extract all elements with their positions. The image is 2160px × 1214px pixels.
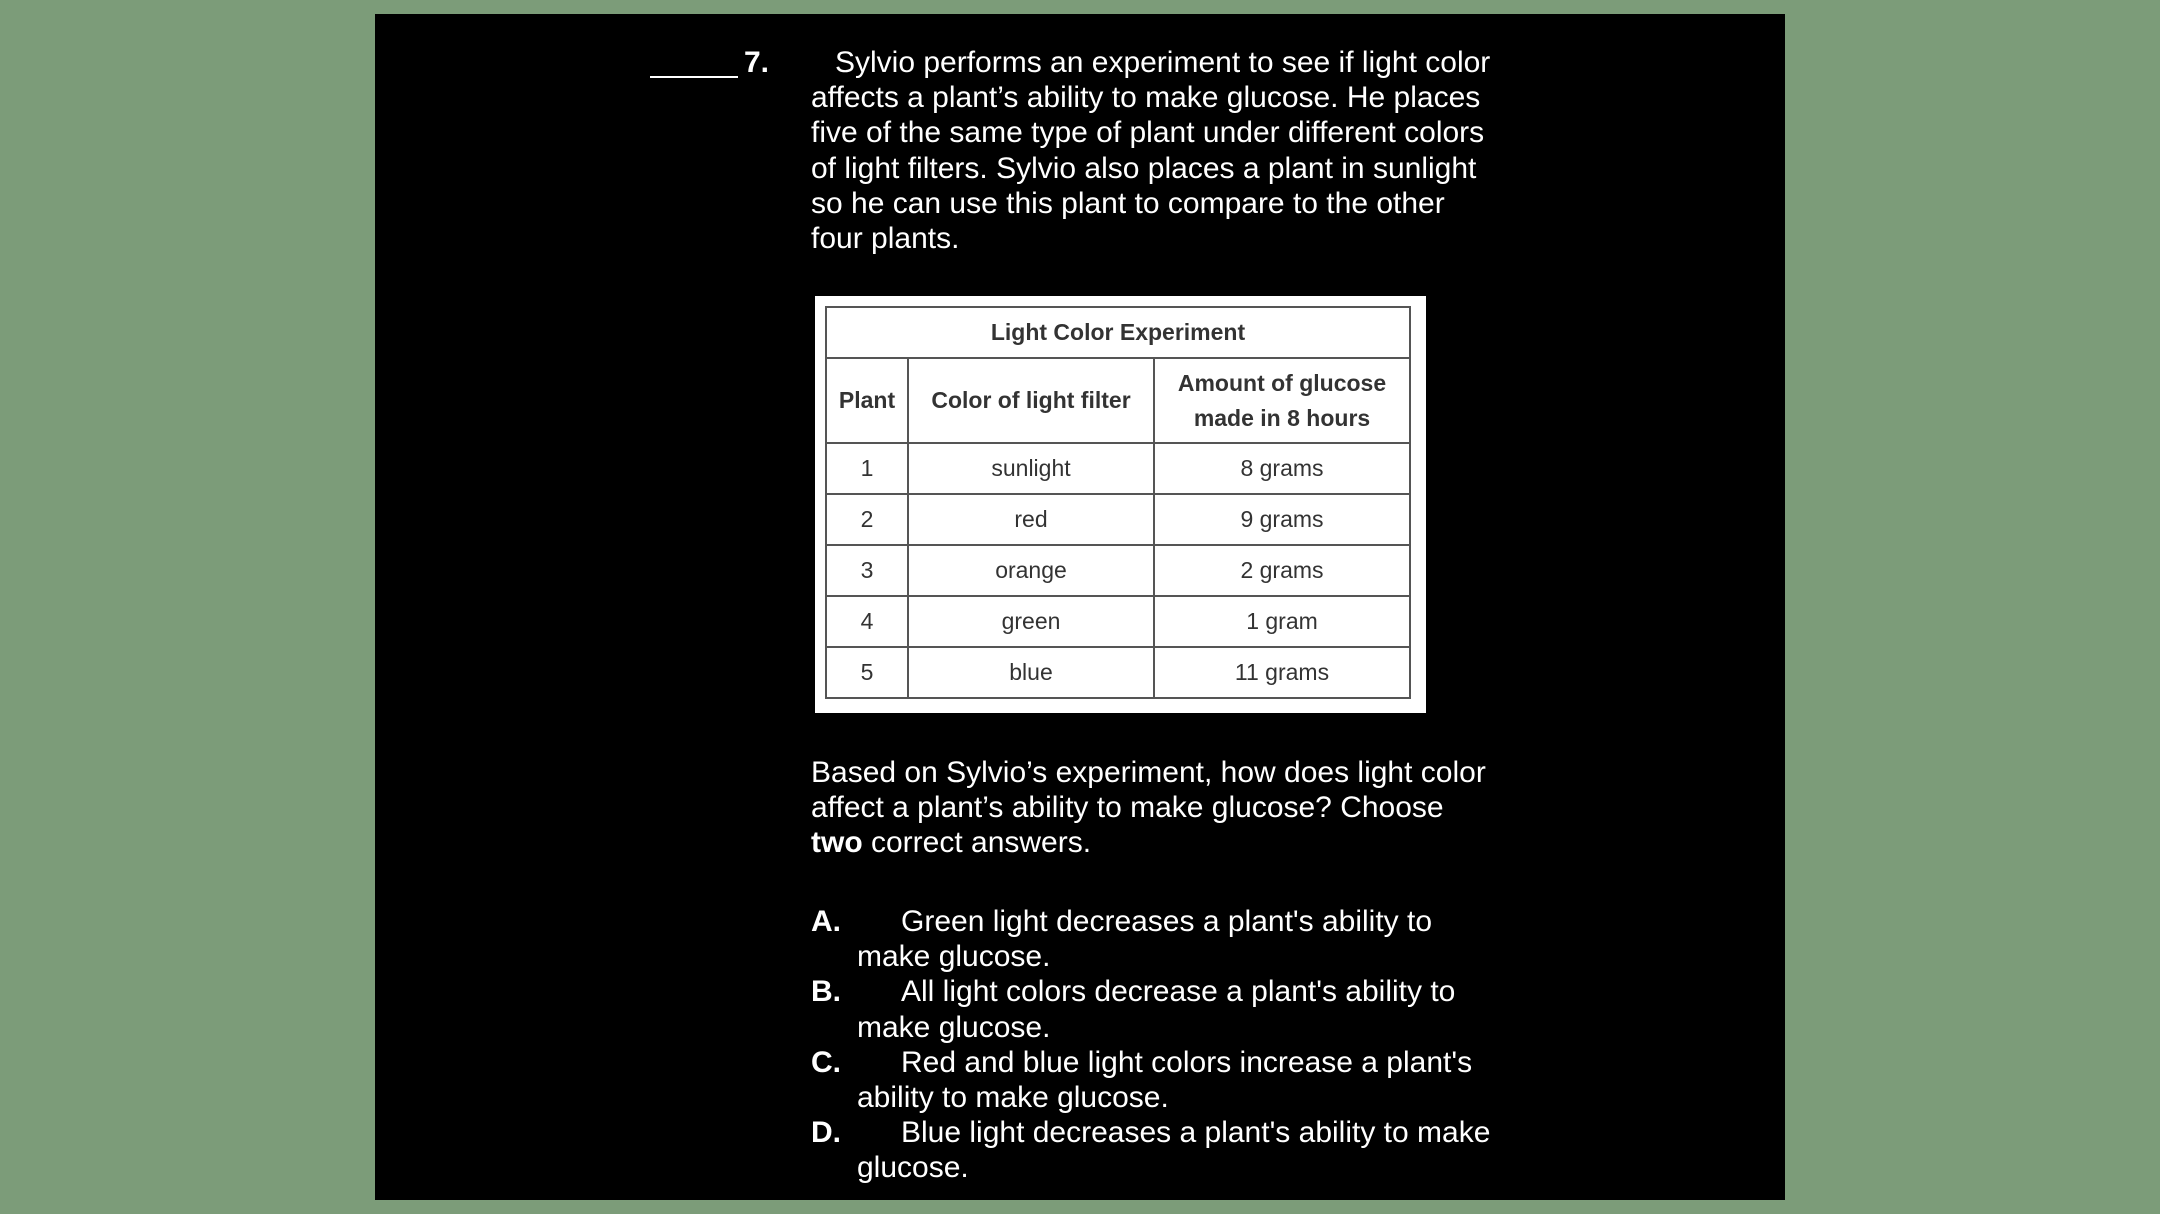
choice-text: Blue light decreases a plant's ability to make: [901, 1116, 1491, 1150]
table-row: [826, 647, 1410, 698]
cell-color: blue: [908, 647, 1154, 698]
table-row: [826, 494, 1410, 545]
choice-letter: A.: [811, 905, 841, 938]
cell-plant: 5: [826, 647, 908, 698]
prompt-line: [811, 825, 1531, 860]
cell-glucose: 11 grams: [1154, 647, 1410, 698]
table-row: [826, 545, 1410, 596]
question-number: 7.: [744, 46, 770, 79]
stem-line: so he can use this plant to compare to the other: [811, 186, 1445, 220]
experiment-table: [825, 306, 1411, 699]
choice-c[interactable]: [811, 1045, 1551, 1115]
choice-a[interactable]: [811, 904, 1551, 974]
slide: [375, 14, 1785, 1200]
choice-text-cont: make glucose.: [857, 940, 1051, 974]
cell-glucose: 9 grams: [1154, 494, 1410, 545]
stem-line: four plants.: [811, 222, 960, 256]
choice-d[interactable]: [811, 1115, 1551, 1185]
choice-text: All light colors decrease a plant's ability to: [901, 975, 1456, 1009]
answer-blank: [650, 76, 738, 78]
header-glucose-line1: Amount of glucose: [1177, 369, 1387, 396]
cell-glucose: 1 gram: [1154, 596, 1410, 647]
header-glucose: [1154, 358, 1410, 443]
table-title: Light Color Experiment: [826, 307, 1410, 358]
cell-glucose: 8 grams: [1154, 443, 1410, 494]
choice-letter: B.: [811, 975, 841, 1009]
stem-line: of light filters. Sylvio also places a plant in sunlight: [811, 151, 1477, 185]
question-prompt: [811, 755, 1531, 861]
answer-choices: [811, 904, 1551, 1186]
cell-plant: 1: [826, 443, 908, 494]
cell-color: green: [908, 596, 1154, 647]
prompt-end: correct answers.: [862, 826, 1092, 860]
choice-text-cont: make glucose.: [857, 1010, 1051, 1044]
header-color: Color of light filter: [908, 358, 1154, 443]
stem-line: affects a plant’s ability to make glucose. He places: [811, 81, 1481, 115]
choice-letter: D.: [811, 1116, 841, 1150]
stem-line: Sylvio performs an experiment to see if light color: [835, 46, 1491, 79]
cell-color: red: [908, 494, 1154, 545]
cell-color: orange: [908, 545, 1154, 596]
cell-color: sunlight: [908, 443, 1154, 494]
choice-letter: C.: [811, 1045, 841, 1079]
question-stem: [811, 45, 1531, 256]
cell-plant: 2: [826, 494, 908, 545]
prompt-line: Based on Sylvio’s experiment, how does light color: [811, 756, 1486, 789]
choice-text: Green light decreases a plant's ability to: [901, 905, 1433, 938]
prompt-line: affect a plant’s ability to make glucose? Choose: [811, 791, 1444, 825]
choice-text-cont: ability to make glucose.: [857, 1081, 1169, 1115]
choice-b[interactable]: [811, 974, 1551, 1044]
table-row: [826, 596, 1410, 647]
table-row: [826, 443, 1410, 494]
cell-plant: 4: [826, 596, 908, 647]
header-plant: Plant: [826, 358, 908, 443]
data-table-panel: [815, 296, 1426, 713]
prompt-emphasis: two: [811, 826, 863, 860]
cell-plant: 3: [826, 545, 908, 596]
choice-text: Red and blue light colors increase a plant's: [901, 1045, 1473, 1079]
cell-glucose: 2 grams: [1154, 545, 1410, 596]
stem-line: five of the same type of plant under different colors: [811, 116, 1485, 150]
header-glucose-line2: made in 8 hours: [1193, 404, 1371, 431]
choice-text-cont: glucose.: [857, 1151, 969, 1185]
